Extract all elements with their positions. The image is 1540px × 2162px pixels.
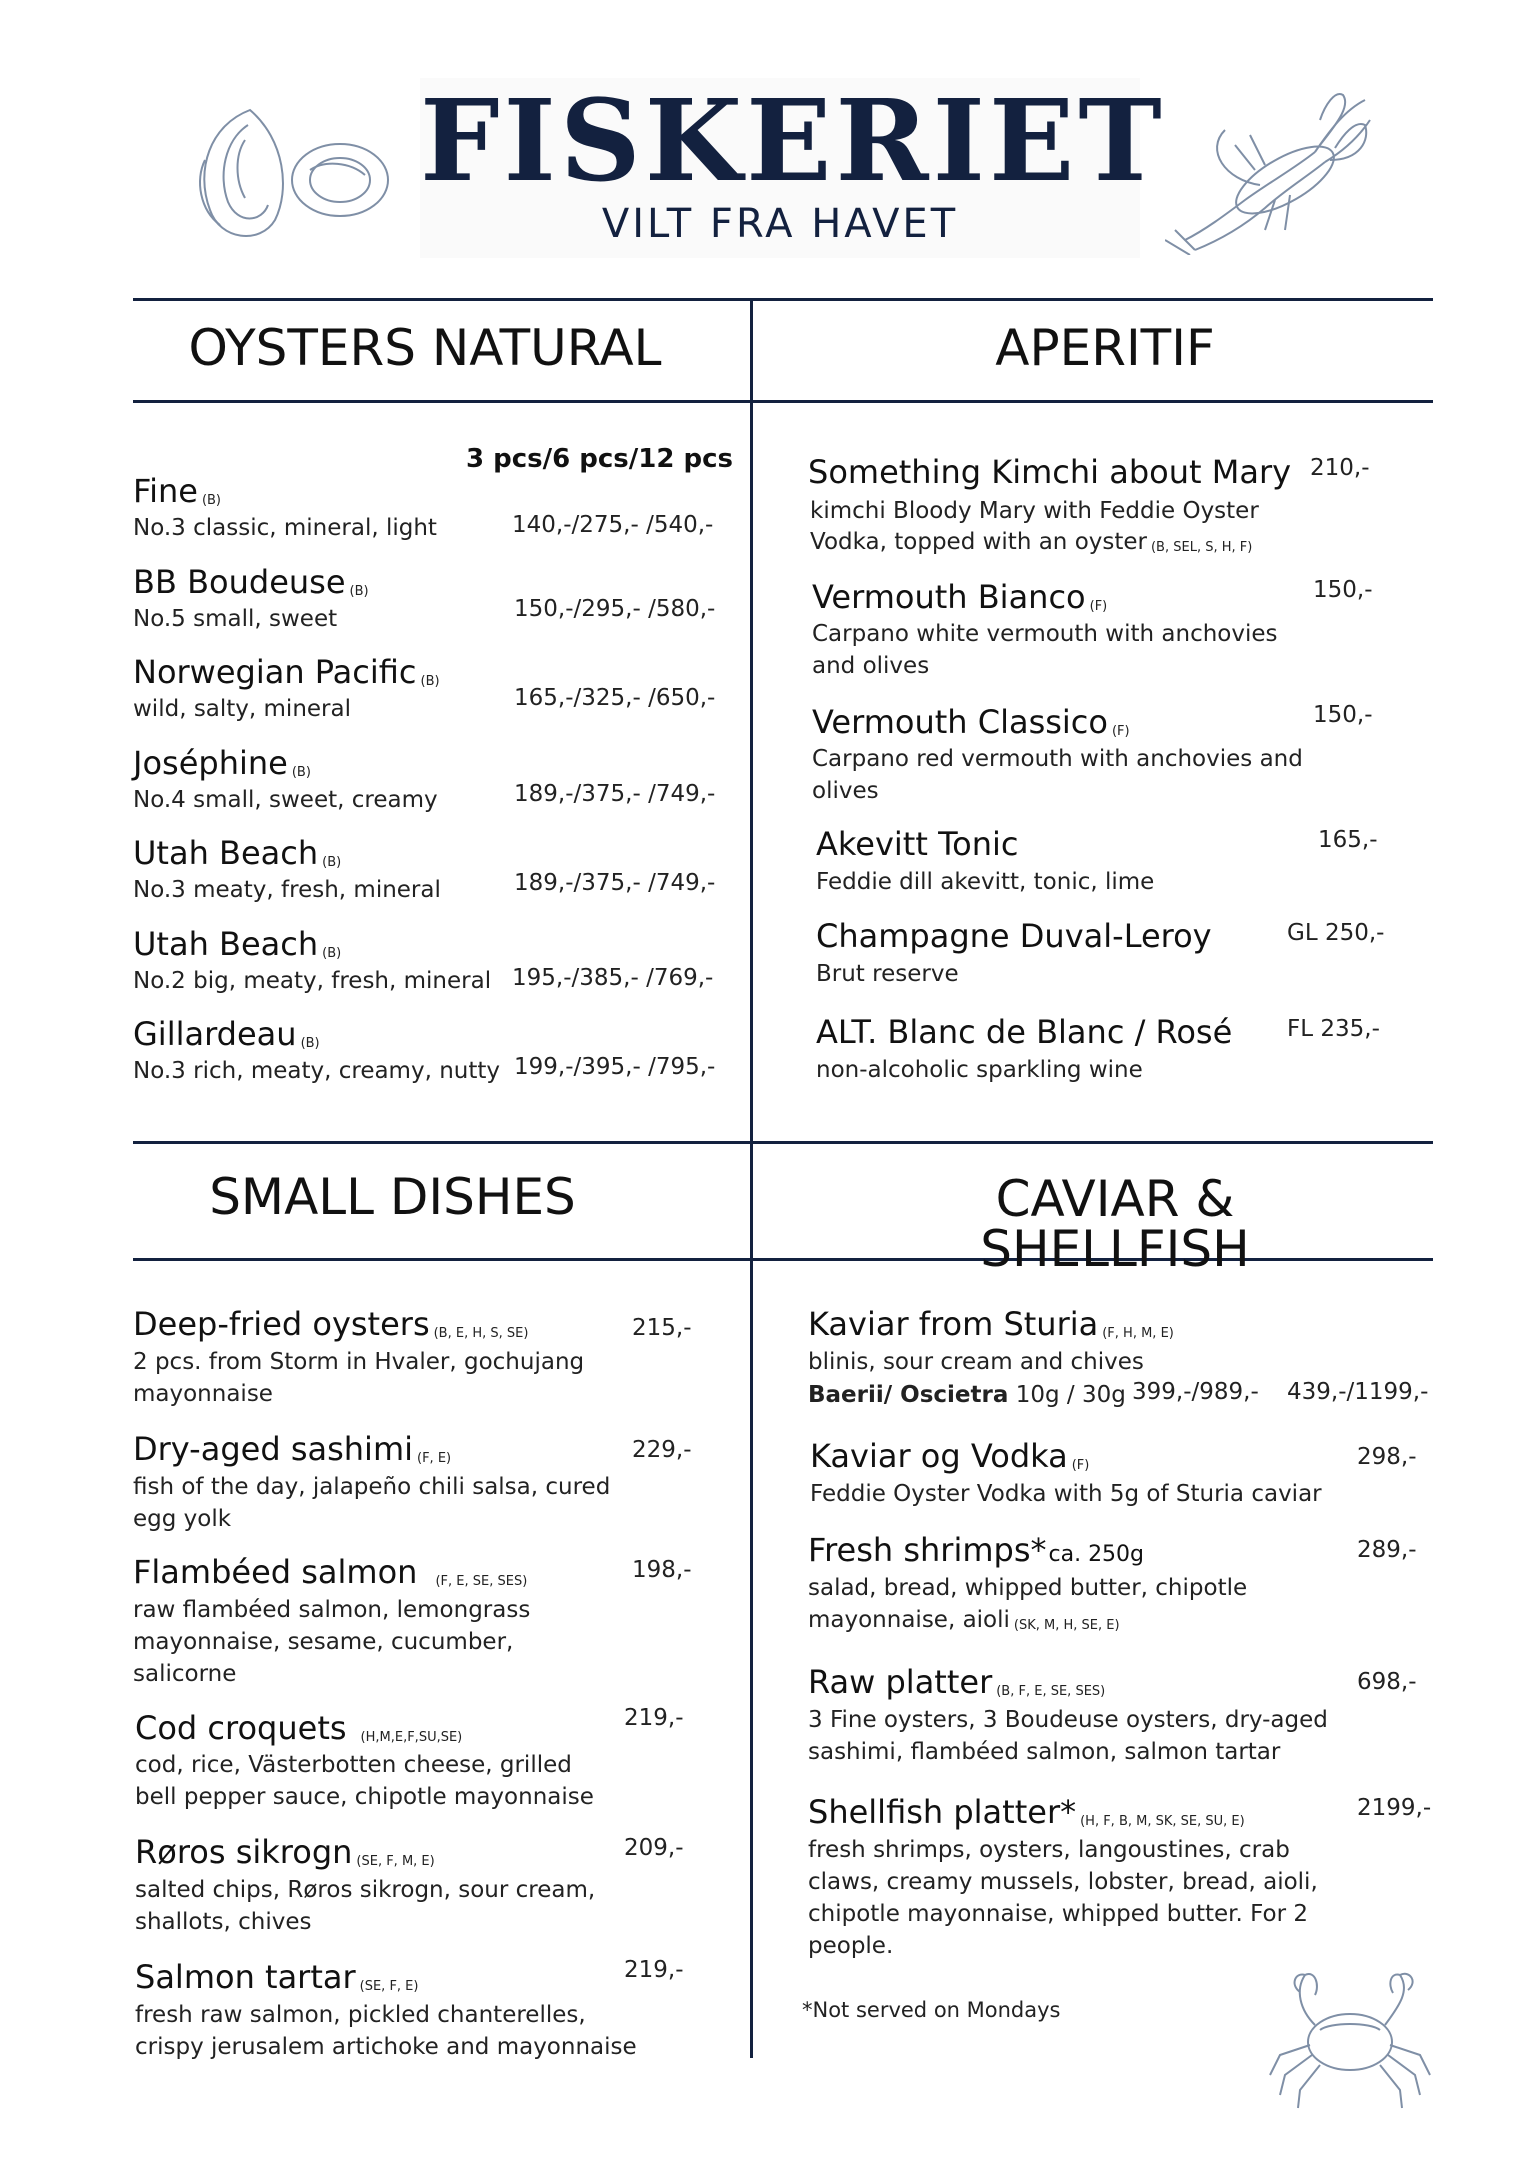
aperitif-desc: non-alcoholic sparkling wine: [816, 1057, 1143, 1083]
aperitif-price: 210,-: [1310, 455, 1370, 481]
dish-price: 219,-: [624, 1957, 684, 1983]
shellfish-desc: mayonnaise, aioli (SK, M, H, SE, E): [808, 1607, 1120, 1633]
oyster-price: 140,-/275,- /540,-: [512, 512, 714, 538]
dish-desc: cod, rice, Västerbotten cheese, grilled: [135, 1752, 572, 1778]
dish-name: Flambéed salmon (F, E, SE, SES): [133, 1553, 528, 1591]
oyster-price: 195,-/385,- /769,-: [512, 965, 714, 991]
shellfish-name: Raw platter (B, F, E, SE, SES): [808, 1663, 1106, 1701]
shellfish-name: Shellfish platter* (H, F, B, M, SK, SE, SU, E): [808, 1793, 1245, 1831]
aperitif-desc: Carpano white vermouth with anchovies: [812, 621, 1278, 647]
dish-desc: fish of the day, jalapeño chili salsa, cured: [133, 1474, 611, 1500]
dish-desc: raw flambéed salmon, lemongrass: [133, 1597, 531, 1623]
dish-name: Cod croquets (H,M,E,F,SU,SE): [135, 1709, 463, 1747]
dish-name: Deep-fried oysters (B, E, H, S, SE): [133, 1305, 529, 1343]
shellfish-desc: salad, bread, whipped butter, chipotle: [808, 1575, 1248, 1601]
shellfish-desc: claws, creamy mussels, lobster, bread, aioli,: [808, 1869, 1318, 1895]
aperitif-price: FL 235,-: [1287, 1016, 1380, 1042]
dish-name: Røros sikrogn (SE, F, M, E): [135, 1833, 435, 1871]
oysters-heading: OYSTERS NATURAL: [188, 319, 662, 377]
dish-price: 215,-: [632, 1315, 692, 1341]
header-divider-top: [133, 400, 1433, 403]
middle-divider: [133, 1141, 1433, 1144]
aperitif-desc: and olives: [812, 653, 930, 679]
column-divider: [750, 298, 753, 2058]
oyster-name: Gillardeau (B): [133, 1015, 320, 1053]
shellfish-desc: 3 Fine oysters, 3 Boudeuse oysters, dry-aged: [808, 1707, 1328, 1733]
oyster-desc: No.5 small, sweet: [133, 606, 338, 632]
oyster-desc: No.3 classic, mineral, light: [133, 515, 437, 541]
shellfish-name: Fresh shrimps*ca. 250g: [808, 1531, 1145, 1569]
shellfish-name: Kaviar og Vodka (F): [810, 1437, 1090, 1475]
oyster-price: 199,-/395,- /795,-: [514, 1054, 716, 1080]
shellfish-price: 698,-: [1357, 1669, 1417, 1695]
shellfish-price: 2199,-: [1357, 1795, 1432, 1821]
aperitif-desc: Vodka, topped with an oyster (B, SEL, S, H, F): [810, 529, 1253, 555]
lobster-illustration-icon: [1165, 90, 1375, 255]
aperitif-price: 165,-: [1318, 827, 1378, 853]
dish-desc: fresh raw salmon, pickled chanterelles,: [135, 2002, 586, 2028]
crab-illustration-icon: [1260, 1960, 1440, 2110]
shellfish-desc: Feddie Oyster Vodka with 5g of Sturia caviar: [810, 1481, 1322, 1507]
aperitif-price: GL 250,-: [1287, 920, 1385, 946]
aperitif-desc: olives: [812, 778, 879, 804]
dish-price: 219,-: [624, 1705, 684, 1731]
footnote: *Not served on Mondays: [802, 1998, 1061, 2022]
oyster-desc: No.3 meaty, fresh, mineral: [133, 877, 441, 903]
oyster-price: 189,-/375,- /749,-: [514, 781, 716, 807]
oyster-desc: No.3 rich, meaty, creamy, nutty: [133, 1058, 501, 1084]
shellfish-desc: fresh shrimps, oysters, langoustines, crab: [808, 1837, 1290, 1863]
oyster-name: Utah Beach (B): [133, 925, 342, 963]
caviar-heading: CAVIAR & SHELLFISH: [980, 1170, 1250, 1278]
caviar-price-baerii: 399,-/989,-: [1132, 1379, 1259, 1405]
oyster-portions-header: 3 pcs/6 pcs/12 pcs: [466, 444, 734, 474]
dish-desc: bell pepper sauce, chipotle mayonnaise: [135, 1784, 594, 1810]
shellfish-price: 289,-: [1357, 1537, 1417, 1563]
top-divider: [133, 298, 1433, 301]
dish-desc: mayonnaise: [133, 1381, 273, 1407]
aperitif-name: Akevitt Tonic: [816, 825, 1019, 863]
aperitif-name: Something Kimchi about Mary: [808, 453, 1292, 491]
dish-desc: 2 pcs. from Storm in Hvaler, gochujang: [133, 1349, 585, 1375]
shellfish-desc: sashimi, flambéed salmon, salmon tartar: [808, 1739, 1281, 1765]
aperitif-name: Vermouth Bianco (F): [812, 578, 1108, 616]
aperitif-name: Champagne Duval-Leroy: [816, 917, 1212, 955]
aperitif-desc: Carpano red vermouth with anchovies and: [812, 746, 1303, 772]
aperitif-price: 150,-: [1313, 702, 1373, 728]
aperitif-name: ALT. Blanc de Blanc / Rosé: [816, 1013, 1233, 1051]
dish-name: Dry-aged sashimi (F, E): [133, 1430, 452, 1468]
dish-desc: mayonnaise, sesame, cucumber,: [133, 1629, 514, 1655]
oyster-desc: No.4 small, sweet, creamy: [133, 787, 438, 813]
oyster-price: 165,-/325,- /650,-: [514, 685, 716, 711]
dish-desc: salted chips, Røros sikrogn, sour cream,: [135, 1877, 596, 1903]
aperitif-desc: Feddie dill akevitt, tonic, lime: [816, 869, 1155, 895]
aperitif-name: Vermouth Classico (F): [812, 703, 1130, 741]
shellfish-desc: blinis, sour cream and chives: [808, 1349, 1144, 1375]
shellfish-name: Kaviar from Sturia (F, H, M, E): [808, 1305, 1174, 1343]
dish-desc: shallots, chives: [135, 1909, 312, 1935]
dish-name: Salmon tartar (SE, F, E): [135, 1958, 419, 1996]
dish-desc: salicorne: [133, 1661, 237, 1687]
aperitif-heading: APERITIF: [995, 319, 1215, 377]
dish-price: 229,-: [632, 1437, 692, 1463]
dish-desc: egg yolk: [133, 1506, 232, 1532]
dish-price: 198,-: [632, 1557, 692, 1583]
shellfish-desc: people.: [808, 1933, 894, 1959]
dish-desc: crispy jerusalem artichoke and mayonnaise: [135, 2034, 637, 2060]
small-dishes-heading: SMALL DISHES: [209, 1168, 576, 1226]
brand-subtitle: VILT FRA HAVET: [601, 201, 959, 247]
brand-title: FISKERIET: [420, 76, 1166, 207]
oyster-price: 189,-/375,- /749,-: [514, 870, 716, 896]
oyster-name: Fine (B): [133, 472, 221, 510]
oyster-desc: wild, salty, mineral: [133, 696, 351, 722]
oyster-name: BB Boudeuse (B): [133, 563, 369, 601]
caviar-price-oscietra: 439,-/1199,-: [1287, 1379, 1429, 1405]
shellfish-price: 298,-: [1357, 1444, 1417, 1470]
caviar-sizes: Baerii/ Oscietra 10g / 30g: [808, 1382, 1126, 1408]
shellfish-desc: chipotle mayonnaise, whipped butter. For 2: [808, 1901, 1308, 1927]
oyster-name: Norwegian Pacific (B): [133, 653, 440, 691]
oyster-illustration-icon: [190, 100, 390, 250]
aperitif-desc: Brut reserve: [816, 961, 959, 987]
aperitif-desc: kimchi Bloody Mary with Feddie Oyster: [810, 498, 1259, 524]
oyster-price: 150,-/295,- /580,-: [514, 596, 716, 622]
oyster-name: Utah Beach (B): [133, 834, 342, 872]
aperitif-price: 150,-: [1313, 577, 1373, 603]
oyster-desc: No.2 big, meaty, fresh, mineral: [133, 968, 492, 994]
dish-price: 209,-: [624, 1835, 684, 1861]
oyster-name: Joséphine (B): [133, 744, 311, 782]
